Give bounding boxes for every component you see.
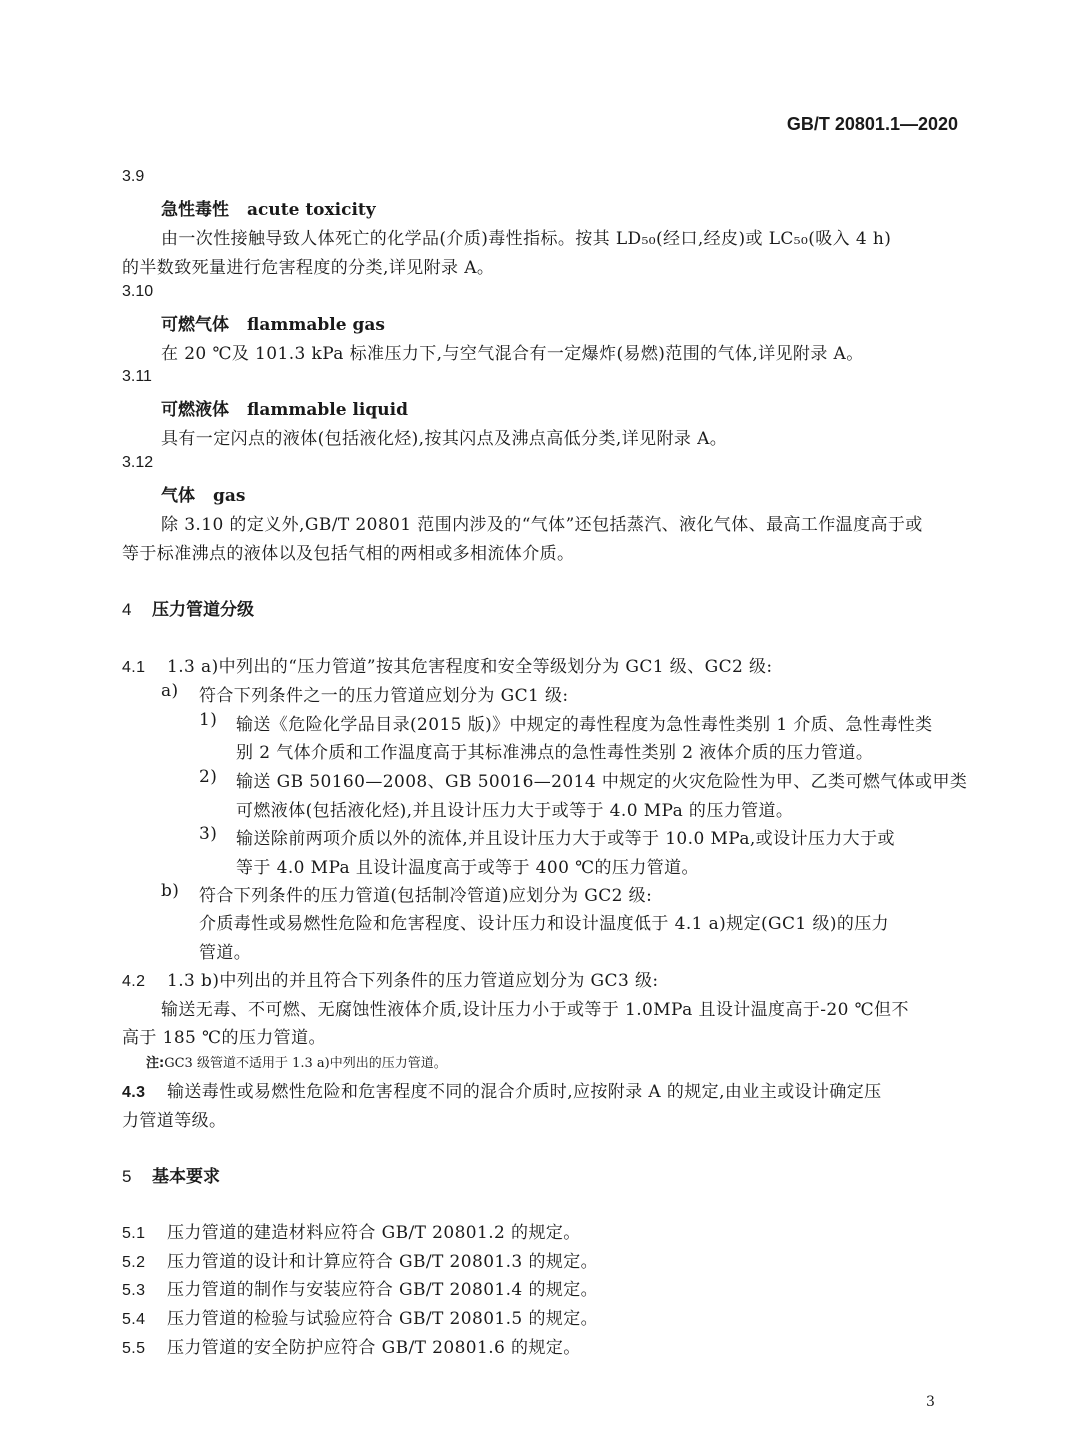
term-title [161, 395, 408, 420]
list-item-text: 符合下列条件的压力管道(包括制冷管道)应划分为 GC2 级: [199, 886, 653, 906]
term-number: 3.12 [122, 454, 154, 471]
clause-number: 5.3 [122, 1282, 146, 1299]
section-heading [122, 1162, 220, 1187]
clause-number: 4.1 [122, 659, 146, 676]
sublist-text: 输送 GB 50160—2008、GB 50016—2014 中规定的火灾危险性为甲、乙类可燃气体或甲类 [236, 772, 968, 792]
clause-5-4 [122, 1304, 598, 1329]
term-zh: 可燃液体 [161, 400, 229, 420]
clause-5-2 [122, 1247, 598, 1272]
section-number: 4 [122, 600, 132, 619]
clause-number: 4.3 [122, 1084, 146, 1101]
sublist-text: 别 2 气体介质和工作温度高于其标准沸点的急性毒性类别 2 液体介质的压力管道。 [236, 743, 874, 763]
list-item-label: b) [161, 881, 180, 901]
term-number: 3.9 [122, 168, 145, 185]
clause-text: 压力管道的制作与安装应符合 GB/T 20801.4 的规定。 [167, 1280, 599, 1300]
term-en: flammable gas [247, 315, 385, 335]
definition-line: 由一次性接触导致人体死亡的化学品(介质)毒性指标。按其 LD₅₀(经口,经皮)或 LC₅₀(吸入 4 h) [161, 229, 892, 249]
list-item-text: 管道。 [199, 943, 252, 963]
definition-line: 除 3.10 的定义外,GB/T 20801 范围内涉及的“气体”还包括蒸汽、液化气体、最高工作温度高于或 [161, 515, 923, 535]
definition-line: 在 20 ℃及 101.3 kPa 标准压力下,与空气混合有一定爆炸(易燃)范围的气体,详见附录 A。 [161, 344, 864, 364]
term-zh: 急性毒性 [161, 200, 229, 220]
section-number: 5 [122, 1167, 132, 1186]
list-item-label: a) [161, 681, 179, 701]
definition-line: 具有一定闪点的液体(包括液化烃),按其闪点及沸点高低分类,详见附录 A。 [161, 429, 728, 449]
term-number: 3.10 [122, 283, 154, 300]
note-label: 注: [146, 1056, 165, 1071]
clause-text: 输送毒性或易燃性危险和危害程度不同的混合介质时,应按附录 A 的规定,由业主或设计确定压 [167, 1082, 882, 1102]
term-title [161, 310, 385, 335]
section-title: 基本要求 [152, 1167, 220, 1187]
list-item-text: 介质毒性或易燃性危险和危害程度、设计压力和设计温度低于 4.1 a)规定(GC1 级)的压力 [199, 914, 890, 934]
clause-text: 力管道等级。 [122, 1111, 227, 1131]
section-heading [122, 595, 254, 620]
clause-text: 压力管道的设计和计算应符合 GB/T 20801.3 的规定。 [167, 1252, 599, 1272]
clause-number: 4.2 [122, 973, 146, 990]
term-title [161, 195, 376, 220]
clause-4-2 [122, 966, 659, 991]
list-item-text: 符合下列条件之一的压力管道应划分为 GC1 级: [199, 686, 569, 706]
clause-text: 压力管道的安全防护应符合 GB/T 20801.6 的规定。 [167, 1338, 581, 1358]
clause-text: 1.3 a)中列出的“压力管道”按其危害程度和安全等级划分为 GC1 级、GC2 级: [167, 657, 773, 677]
definition-line: 的半数致死量进行危害程度的分类,详见附录 A。 [122, 258, 495, 278]
sublist-text: 等于 4.0 MPa 且设计温度高于或等于 400 ℃的压力管道。 [236, 858, 699, 878]
clause-text: 压力管道的建造材料应符合 GB/T 20801.2 的规定。 [167, 1223, 581, 1243]
clause-number: 5.1 [122, 1225, 146, 1242]
sublist-text: 输送除前两项介质以外的流体,并且设计压力大于或等于 10.0 MPa,或设计压力大于或 [236, 829, 895, 849]
document-code: GB/T 20801.1—2020 [786, 114, 958, 134]
term-number: 3.11 [122, 368, 152, 385]
clause-text: 输送无毒、不可燃、无腐蚀性液体介质,设计压力小于或等于 1.0MPa 且设计温度高于-20 ℃但不 [161, 1000, 909, 1020]
clause-5-5 [122, 1333, 581, 1358]
clause-text: 1.3 b)中列出的并且符合下列条件的压力管道应划分为 GC3 级: [167, 971, 659, 991]
sublist-label: 3) [199, 824, 218, 844]
clause-5-3 [122, 1275, 598, 1300]
definition-line: 等于标准沸点的液体以及包括气相的两相或多相流体介质。 [122, 544, 575, 564]
term-en: flammable liquid [247, 400, 408, 420]
section-title: 压力管道分级 [152, 600, 254, 620]
sublist-text: 输送《危险化学品目录(2015 版)》中规定的毒性程度为急性毒性类别 1 介质、急性毒性类 [236, 715, 933, 735]
sublist-label: 1) [199, 710, 218, 730]
clause-4-3 [122, 1077, 882, 1102]
clause-text: 高于 185 ℃的压力管道。 [122, 1028, 326, 1048]
clause-text: 压力管道的检验与试验应符合 GB/T 20801.5 的规定。 [167, 1309, 599, 1329]
term-title [161, 481, 245, 506]
term-zh: 可燃气体 [161, 315, 229, 335]
clause-number: 5.2 [122, 1254, 146, 1271]
term-zh: 气体 [161, 486, 195, 506]
page-number: 3 [926, 1394, 935, 1410]
sublist-text: 可燃液体(包括液化烃),并且设计压力大于或等于 4.0 MPa 的压力管道。 [236, 801, 794, 821]
clause-5-1 [122, 1218, 581, 1243]
note [146, 1052, 447, 1071]
term-en: acute toxicity [247, 200, 376, 220]
sublist-label: 2) [199, 767, 218, 787]
note-text: GC3 级管道不适用于 1.3 a)中列出的压力管道。 [164, 1056, 447, 1071]
clause-number: 5.4 [122, 1311, 146, 1328]
clause-number: 5.5 [122, 1340, 146, 1357]
term-en: gas [213, 486, 246, 506]
clause-4-1 [122, 652, 773, 677]
